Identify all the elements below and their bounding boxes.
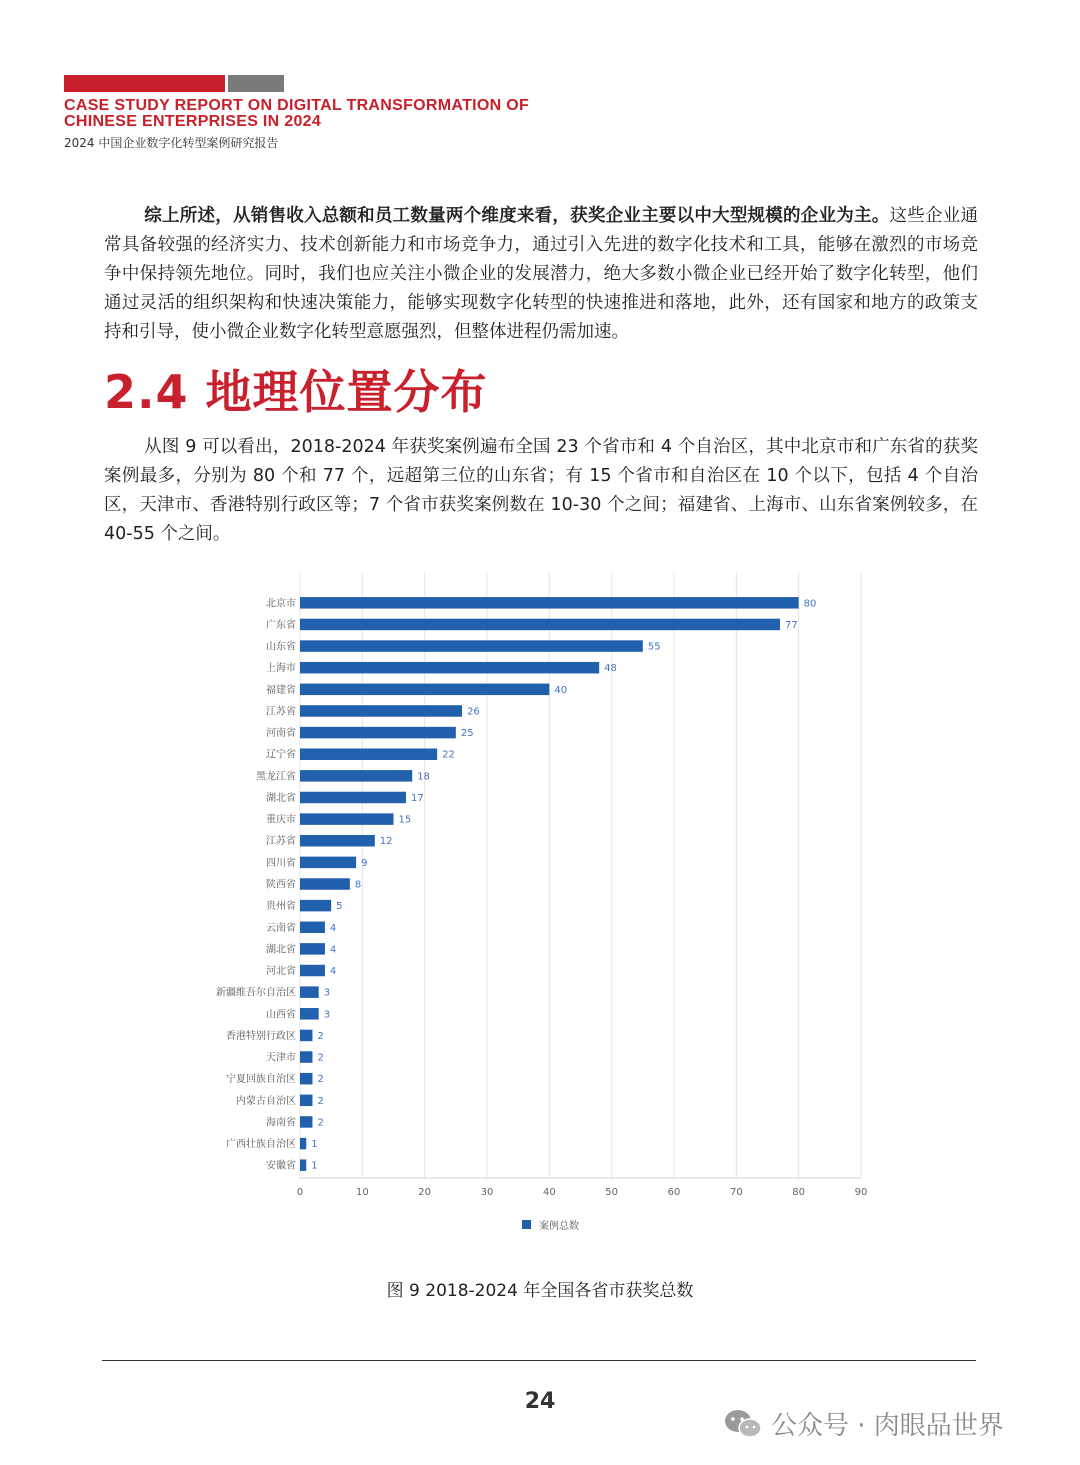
bar — [300, 684, 549, 696]
report-english-title: CASE STUDY REPORT ON DIGITAL TRANSFORMATION OF CHINESE ENTERPRISES IN 2024 — [64, 97, 530, 130]
category-label: 内蒙古自治区 — [236, 1095, 296, 1107]
bar — [300, 770, 412, 782]
category-label: 山西省 — [266, 1009, 296, 1021]
category-label: 湖北省 — [266, 792, 296, 804]
bar-chart-svg — [199, 573, 868, 1259]
category-label: 天津市 — [266, 1052, 296, 1064]
category-label: 香港特别行政区 — [226, 1030, 296, 1042]
category-label: 福建省 — [266, 684, 296, 696]
bar — [300, 1008, 319, 1020]
bar — [300, 792, 406, 804]
value-label: 9 — [361, 857, 368, 869]
category-label: 云南省 — [266, 922, 296, 934]
section-paragraph — [104, 433, 978, 549]
value-label: 4 — [329, 966, 337, 978]
x-tick-label: 70 — [729, 1187, 743, 1199]
bar — [300, 943, 325, 955]
bar — [300, 922, 325, 934]
bar — [300, 813, 394, 825]
bar — [300, 1051, 312, 1063]
header-accent-gray — [228, 75, 284, 92]
category-label: 湖北省 — [266, 944, 296, 956]
category-label: 河北省 — [266, 966, 296, 978]
value-label: 8 — [354, 879, 362, 891]
value-label: 48 — [604, 663, 617, 675]
value-label: 4 — [329, 922, 337, 934]
bar — [300, 1116, 312, 1128]
value-label: 12 — [379, 836, 393, 848]
bar — [300, 1073, 312, 1085]
bar — [300, 748, 437, 760]
x-tick-label: 50 — [605, 1187, 619, 1199]
legend-swatch — [522, 1220, 531, 1229]
category-label: 山东省 — [266, 641, 296, 653]
bar — [300, 597, 799, 609]
value-label: 26 — [467, 706, 480, 718]
category-label: 北京市 — [266, 598, 296, 610]
category-label: 上海市 — [266, 663, 296, 675]
bar — [300, 662, 599, 674]
bar-chart — [199, 573, 868, 1259]
value-label: 2 — [317, 1030, 324, 1042]
value-label: 18 — [417, 771, 430, 783]
category-label: 重庆市 — [266, 814, 296, 826]
header-accent-red — [64, 75, 225, 92]
value-label: 25 — [460, 728, 474, 740]
legend-label: 案例总数 — [539, 1221, 579, 1233]
bar — [300, 986, 319, 998]
x-tick-label: 20 — [418, 1187, 432, 1199]
category-label: 广西壮族自治区 — [226, 1139, 296, 1151]
category-label: 安徽省 — [266, 1160, 296, 1172]
x-tick-label: 0 — [296, 1187, 304, 1199]
category-label: 陕西省 — [266, 879, 296, 891]
value-label: 4 — [329, 944, 337, 956]
bar — [300, 1030, 312, 1042]
bar — [300, 640, 643, 652]
figure-caption: 图 9 2018-2024 年全国各省市获奖总数 — [386, 1281, 694, 1301]
value-label: 3 — [323, 987, 331, 999]
value-label: 3 — [323, 1009, 331, 1021]
watermark-text: 公众号 · 肉眼品世界 — [771, 1411, 1004, 1441]
bar — [300, 857, 356, 869]
value-label: 40 — [554, 684, 568, 696]
page-number: 24 — [524, 1389, 556, 1414]
bar — [300, 619, 780, 631]
value-label: 2 — [317, 1074, 324, 1086]
section-title: 2.4 地理位置分布 — [104, 365, 488, 419]
footer-divider — [102, 1360, 976, 1361]
value-label: 22 — [442, 749, 455, 761]
value-label: 2 — [317, 1117, 324, 1129]
section-paragraph-text: 从图 9 可以看出，2018-2024 年获奖案例遍布全国 23 个省市和 4 个自治区，其中北京市和广东省的获奖案例最多，分别为 80 个和 77 个，远超第三位的山东省；有 15 个省市和自治区在 10 个以下，包括 4 个自治区，天津市、香港特别行政区等；7 个省市获奖案例数在 10-30 个之间；福建省、上海市、山东省案例较多，在 40-55 个之间。 — [104, 437, 978, 544]
category-label: 辽宁省 — [266, 749, 296, 761]
x-tick-label: 40 — [542, 1187, 556, 1199]
bar — [300, 1095, 312, 1107]
x-tick-label: 60 — [667, 1187, 681, 1199]
bar — [300, 705, 462, 717]
bar — [300, 965, 325, 977]
category-label: 四川省 — [266, 857, 296, 869]
intro-paragraph — [104, 202, 978, 347]
report-chinese-title: 2024 中国企业数字化转型案例研究报告 — [64, 136, 279, 150]
value-label: 17 — [410, 792, 424, 804]
intro-bold-lead: 综上所述，从销售收入总额和员工数量两个维度来看，获奖企业主要以中大型规模的企业为主。 — [144, 206, 890, 226]
category-label: 宁夏回族自治区 — [226, 1074, 296, 1086]
category-label: 新疆维吾尔自治区 — [216, 987, 296, 999]
x-tick-label: 90 — [854, 1187, 868, 1199]
category-label: 海南省 — [266, 1117, 296, 1129]
value-label: 80 — [803, 598, 817, 610]
value-label: 2 — [317, 1052, 324, 1064]
value-label: 1 — [311, 1160, 318, 1172]
bar — [300, 1159, 306, 1171]
value-label: 77 — [784, 619, 798, 631]
bar — [300, 878, 350, 890]
watermark — [723, 1405, 1004, 1442]
bar — [300, 1138, 306, 1150]
category-label: 黑龙江省 — [256, 771, 296, 783]
value-label: 5 — [336, 901, 343, 913]
wechat-icon — [723, 1408, 763, 1440]
bar — [300, 835, 375, 847]
category-label: 贵州省 — [266, 901, 296, 913]
category-label: 河南省 — [266, 728, 296, 740]
value-label: 1 — [311, 1139, 318, 1151]
bar — [300, 727, 456, 739]
category-label: 广东省 — [266, 619, 296, 631]
x-tick-label: 30 — [480, 1187, 494, 1199]
category-label: 江苏省 — [266, 836, 296, 848]
x-tick-label: 80 — [792, 1187, 806, 1199]
bar — [300, 900, 331, 912]
x-tick-label: 10 — [355, 1187, 369, 1199]
value-label: 2 — [317, 1095, 324, 1107]
value-label: 15 — [398, 814, 412, 826]
category-label: 江苏省 — [266, 706, 296, 718]
intro-body: 这些企业通常具备较强的经济实力、技术创新能力和市场竞争力，通过引入先进的数字化技术和工具，能够在激烈的市场竞争中保持领先地位。同时，我们也应关注小微企业的发展潜力，绝大多数小微企业已经开始了数字化转型，他们通过灵活的组织架构和快速决策能力，能够实现数字化转型的快速推进和落地，此外，还有国家和地方的政策支持和引导，使小微企业数字化转型意愿强烈，但整体进程仍需加速。 — [104, 206, 979, 342]
value-label: 55 — [647, 641, 661, 653]
